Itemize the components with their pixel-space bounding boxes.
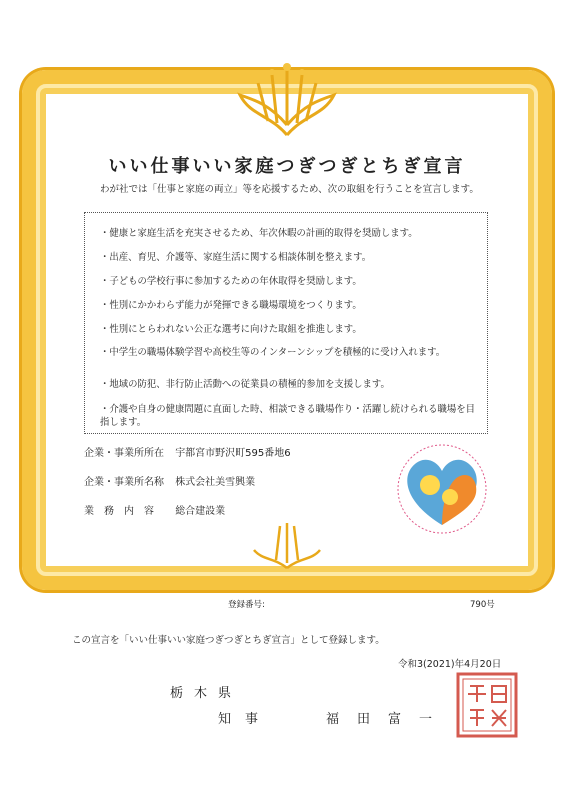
issue-date: 令和3(2021)年4月20日 xyxy=(398,659,502,670)
commitment-item: ・性別にかかわらず能力が発揮できる職場環境をつくります。 xyxy=(100,300,362,311)
company-name-label: 企業・事業所名称 xyxy=(84,477,164,488)
company-address-row xyxy=(84,444,291,459)
prefecture-name: 栃木県 xyxy=(170,686,243,701)
commitment-item: ・健康と家庭生活を充実させるため、年次休暇の計画的取得を奨励します。 xyxy=(100,228,418,239)
commitment-item: ・中学生の職場体験学習や高校生等のインターンシップを積極的に受け入れます。 xyxy=(100,347,446,358)
ornament-top-crest xyxy=(230,55,344,140)
company-address: 宇都宮市野沢町595番地6 xyxy=(175,448,291,459)
registration-label: 登録番号: xyxy=(228,600,265,610)
registration-statement: この宣言を「いい仕事いい家庭つぎつぎとちぎ宣言」として登録します。 xyxy=(72,635,385,646)
official-seal-stamp xyxy=(456,672,518,738)
company-business-row xyxy=(84,502,225,517)
company-name: 株式会社美雪興業 xyxy=(175,477,256,488)
company-business-label: 業 務 内 容 xyxy=(84,506,154,517)
commitment-item: ・性別にとらわれない公正な選考に向けた取組を推進します。 xyxy=(100,324,362,335)
governor-name: 福田富一 xyxy=(326,712,451,727)
company-address-label: 企業・事業所所在 xyxy=(84,448,164,459)
commitment-item: ・子どもの学校行事に参加するための年休取得を奨励します。 xyxy=(100,276,362,287)
company-name-row xyxy=(84,473,255,488)
intro-text: わが社では「仕事と家庭の両立」等を応援するため、次の取組を行うことを宣言します。 xyxy=(100,184,479,195)
commitment-item: ・地域の防犯、非行防止活動への従業員の積極的参加を支援します。 xyxy=(100,379,390,390)
governor-title: 知事 xyxy=(218,712,273,727)
campaign-heart-logo xyxy=(396,443,488,535)
registration-number: 790号 xyxy=(470,600,495,610)
company-business: 総合建設業 xyxy=(175,506,226,517)
certificate-title: いい仕事いい家庭つぎつぎとちぎ宣言 xyxy=(108,156,466,177)
ornament-bottom-crest xyxy=(250,518,324,573)
commitment-item: ・出産、育児、介護等、家庭生活に関する相談体制を整えます。 xyxy=(100,252,372,263)
commitment-item: ・介護や自身の健康問題に直面した時、相談できる職場作り・活躍し続けられる職場を目指します。 xyxy=(100,404,476,428)
